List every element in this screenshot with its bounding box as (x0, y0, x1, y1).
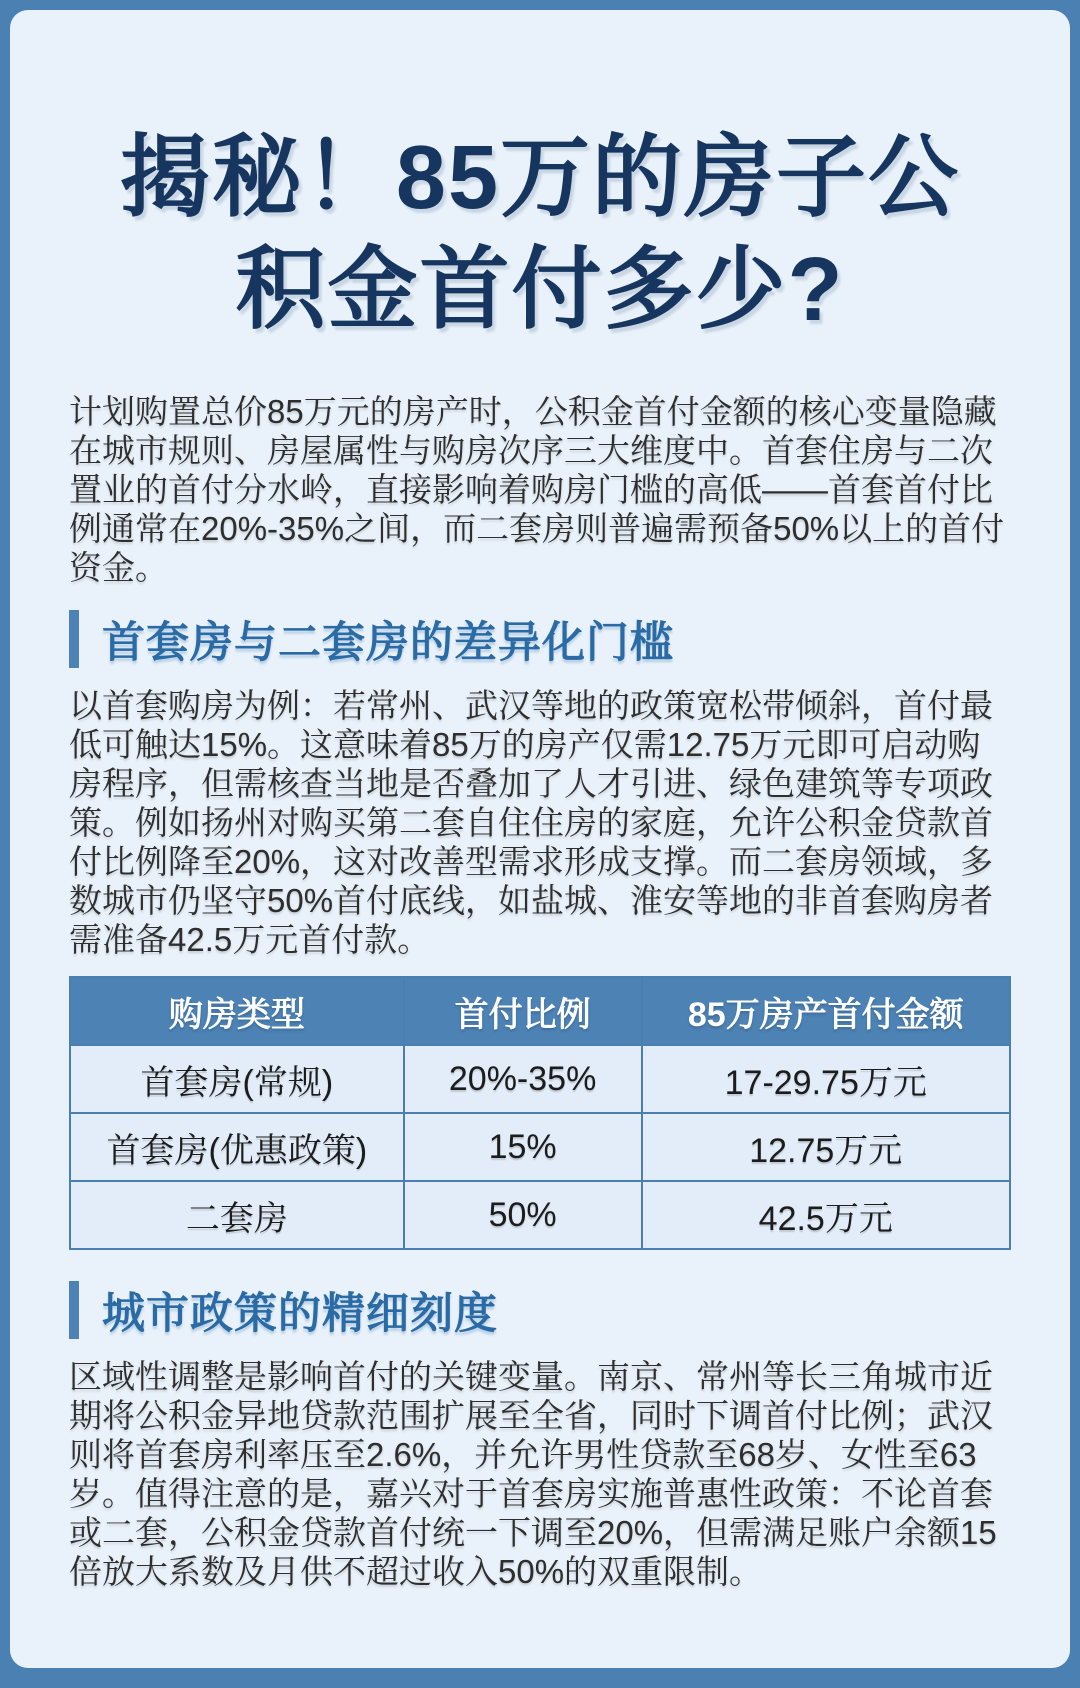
cell-ratio: 15% (404, 1113, 642, 1181)
page-title-line-2: 积金首付多少? (235, 240, 845, 340)
table-row (70, 1113, 1010, 1181)
section-2-paragraph: 区域性调整是影响首付的关键变量。南京、常州等长三角城市近期将公积金异地贷款范围扩展至全省，同时下调首付比例；武汉则将首套房利率压至2.6%，并允许男性贷款至68岁、女性至63岁。值得注意的是，嘉兴对于首套房实施普惠性政策：不论首套或二套，公积金贷款首付统一下调至20%，但需满足账户余额15倍放大系数及月供不超过收入50%的双重限制。 (69, 1358, 997, 1590)
column-header-downpayment-amount: 85万房产首付金额 (642, 977, 1011, 1045)
cell-type: 二套房 (70, 1181, 404, 1249)
column-header-purchase-type: 购房类型 (70, 977, 404, 1045)
section-heading-2 (69, 1281, 1011, 1339)
section-heading-1 (69, 610, 1011, 668)
cell-amount: 42.5万元 (642, 1181, 1011, 1249)
section-1-title: 首套房与二套房的差异化门槛 (102, 618, 674, 667)
page-title (69, 10, 1011, 346)
section-2-title: 城市政策的精细刻度 (102, 1289, 498, 1338)
intro-paragraph: 计划购置总价85万元的房产时，公积金首付金额的核心变量隐藏在城市规则、房屋属性与购房次序三大维度中。首套住房与二次置业的首付分水岭，直接影响着购房门槛的高低——首套首付比例通常在20%-35%之间，而二套房则普遍需预备50%以上的首付资金。 (69, 393, 1005, 586)
cell-amount: 17-29.75万元 (642, 1045, 1011, 1113)
cell-type: 首套房(常规) (70, 1045, 404, 1113)
cell-amount: 12.75万元 (642, 1113, 1011, 1181)
table-header-row (70, 977, 1010, 1045)
section-1-paragraph: 以首套购房为例：若常州、武汉等地的政策宽松带倾斜，首付最低可触达15%。这意味着85万的房产仅需12.75万元即可启动购房程序，但需核查当地是否叠加了人才引进、绿色建筑等专项政策。例如扬州对购买第二套自住住房的家庭，允许公积金贷款首付比例降至20%，这对改善型需求形成支撑。而二套房领域，多数城市仍坚守50%首付底线，如盐城、淮安等地的非首套购房者需准备42.5万元首付款。 (69, 687, 994, 958)
article-card (10, 10, 1070, 1668)
cell-ratio: 50% (404, 1181, 642, 1249)
table-row (70, 1045, 1010, 1113)
cell-type: 首套房(优惠政策) (70, 1113, 404, 1181)
page-title-line-1: 揭秘！85万的房子公 (119, 128, 961, 228)
column-header-downpayment-ratio: 首付比例 (404, 977, 642, 1045)
cell-ratio: 20%-35% (404, 1045, 642, 1113)
heading-accent-bar (69, 1281, 79, 1339)
table-row (70, 1181, 1010, 1249)
heading-accent-bar (69, 610, 79, 668)
downpayment-table (69, 976, 1011, 1250)
